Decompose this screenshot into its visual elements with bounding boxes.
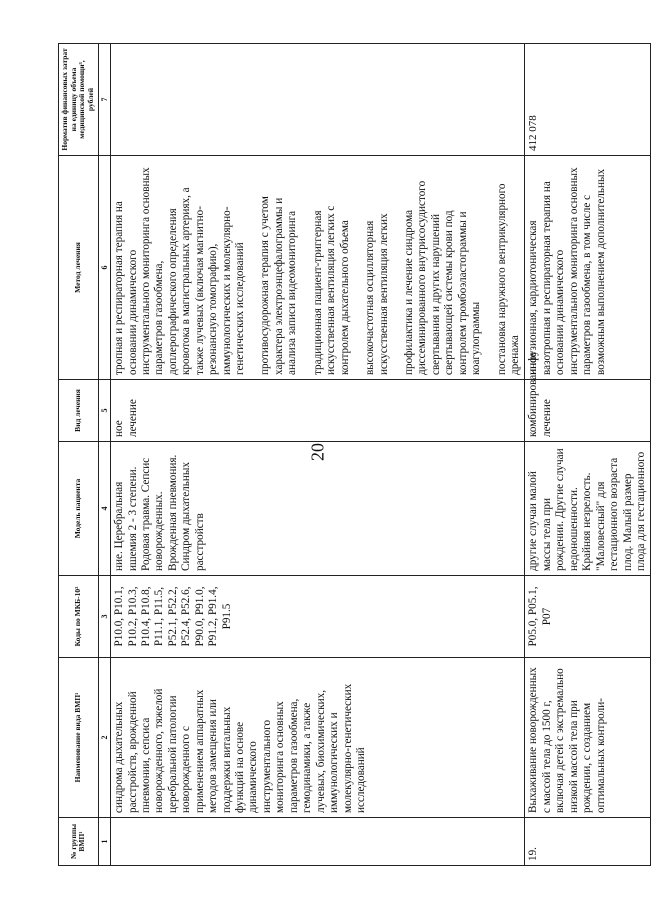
method-item: инфузионная, кардиотоническая вазотропная и респираторная терапия на основании динамического инструментального мониторинга основных параметров газообмена, в том числе с возможным выполнением дополнительных <box>527 167 607 375</box>
header-name: Наименование вида ВМП¹ <box>59 658 99 818</box>
cell-price: 412 078 <box>525 44 651 156</box>
cell-group <box>111 818 525 866</box>
colnum-3: 3 <box>98 576 111 658</box>
cell-group: 19. <box>525 818 651 866</box>
header-row <box>59 44 99 866</box>
cell-codes: P10.0, P10.1, P10.2, P10.3, P10.4, P10.8, P11.1, P11.5, P52.1, P52.2, P52.4, P52.6, P90.0, P91.0, P91.2, P91.4, P91.5 <box>111 576 525 658</box>
header-method: Метод лечения <box>59 156 99 380</box>
method-item: постановка наружного вентрикулярного дренажа <box>495 183 522 375</box>
method-item: тропная и респираторная терапия на основании динамического инструментального мониторинга основных параметров газообмена, доплерографического определения кровотока в магистральных артериях, а также лучевых (включая магнитно-резонансную томографию), иммунологических и молекулярно-генетических исследований <box>113 167 247 375</box>
cell-treatment-type: комбинированное лечение <box>525 380 651 442</box>
vmp-table <box>58 43 651 866</box>
cell-name: Выхаживание новорожденных с массой тела до 1500 г, включая детей с экстремально низкой массой тела при рождении, с созданием оптимальных контроли- <box>525 658 651 818</box>
header-codes: Коды по МКБ-10² <box>59 576 99 658</box>
cell-price <box>111 44 525 156</box>
method-item: традиционная пациент-триггерная искусственная вентиляция легких с контролем дыхательного объема <box>311 205 351 375</box>
cell-methods <box>111 156 525 380</box>
colnum-5: 5 <box>98 380 111 442</box>
colnum-6: 6 <box>98 156 111 380</box>
cell-methods <box>525 156 651 380</box>
cell-codes: P05.0, P05.1, P07 <box>525 576 651 658</box>
method-item: профилактика и лечение синдрома диссеминированного внутрисосудистого свертывания и других нарушений свертывающей системы крови под контролем тромбоэластограммы и коагулограммы <box>402 180 483 375</box>
table-row <box>111 44 525 866</box>
method-item: высокочастотная осцилляторная искусственная вентиляция легких <box>364 213 390 375</box>
cell-model: ние. Церебральная ишемия 2 - 3 степени. Родовая травма. Сепсис новорожденных. Врожденная пневмония. Синдром дыхательных расстройств <box>111 442 525 576</box>
page-number: 20 <box>307 443 328 461</box>
table-row <box>525 44 651 866</box>
colnum-7: 7 <box>98 44 111 156</box>
colnum-1: 1 <box>98 818 111 866</box>
method-item: противосудорожная терапия с учетом характера электроэнцефалограммы и анализа записи видеомониторинга <box>259 196 299 375</box>
header-treatment-type: Вид лечения <box>59 380 99 442</box>
header-price: Норматив финансовых затрат на единицу объема медицинской помощи³, рублей <box>59 44 99 156</box>
rotated-table-frame <box>58 44 647 866</box>
cell-model: другие случаи малой массы тела при рождении. Другие случаи недоношенности. Крайняя незрелость. "Маловесный" для гестационного возраста плод. Малый размер плода для гестационного <box>525 442 651 576</box>
colnum-4: 4 <box>98 442 111 576</box>
column-number-row <box>98 44 111 866</box>
colnum-2: 2 <box>98 658 111 818</box>
header-group: № группы ВМП¹ <box>59 818 99 866</box>
header-model: Модель пациента <box>59 442 99 576</box>
cell-treatment-type: ное лечение <box>111 380 525 442</box>
cell-name: синдрома дыхательных расстройств, врожденной пневмонии, сепсиса новорожденного, тяжелой церебральной патологии новорожденного с применением аппаратных методов замещения или поддержки витальных функций на основе динамического инструментального мониторинга основных параметров газообмена, гемодинамики, а также лучевых, биохимических, иммунологических и молекулярно-генетических исследований <box>111 658 525 818</box>
